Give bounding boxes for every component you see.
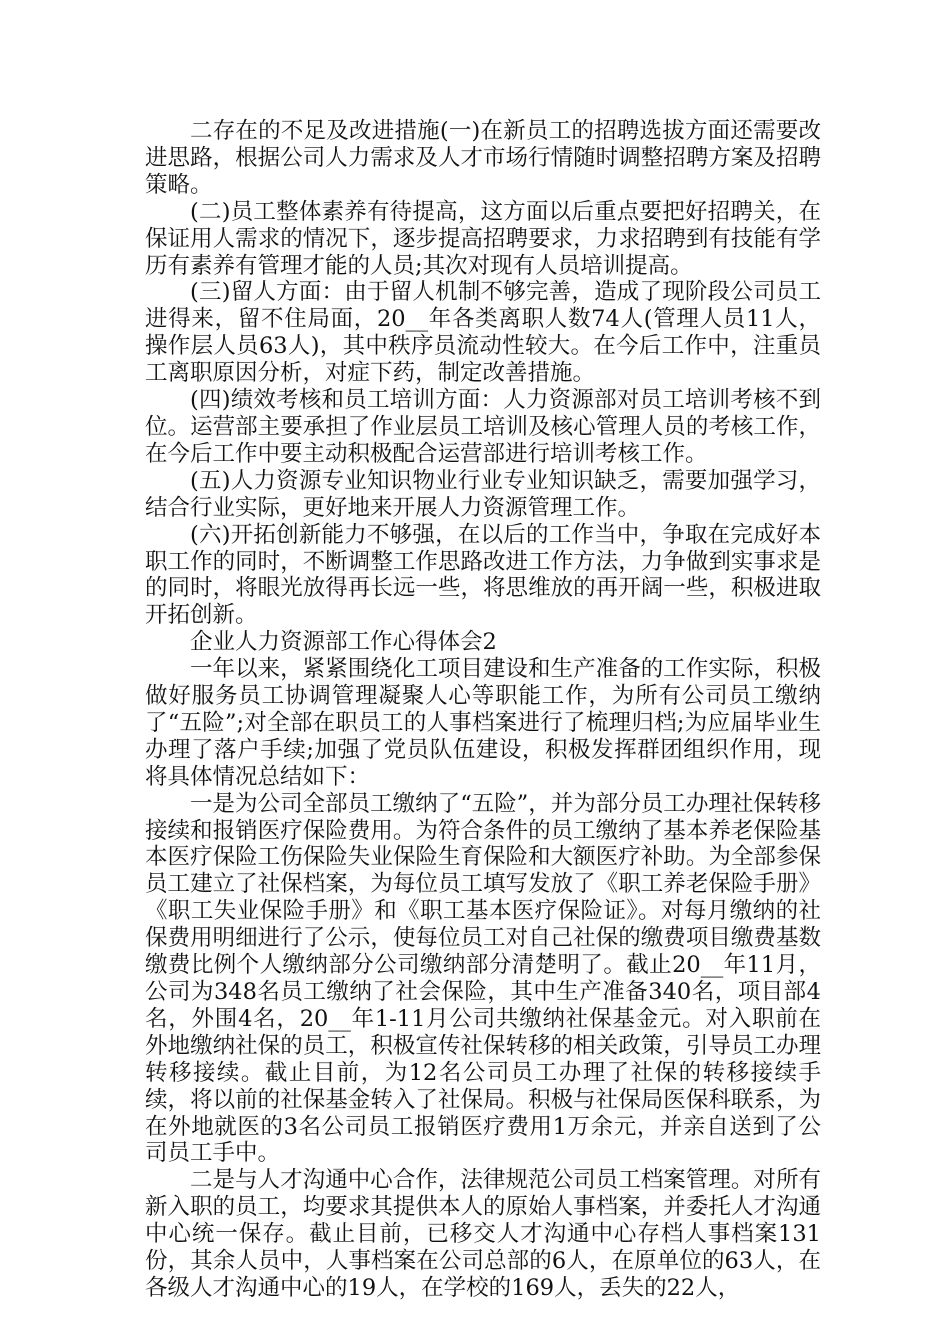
paragraph-performance-training: (四)绩效考核和员工培训方面：人力资源部对员工培训考核不到位。运营部主要承担了作业层员工培训及核心管理人员的考核工作，在今后工作中要主动积极配合运营部进行培训考核工作。 (145, 387, 821, 467)
paragraph-retention: (三)留人方面：由于留人机制不够完善，造成了现阶段公司员工进得来，留不住局面，20__年各类离职人数74人(管理人员11人，操作层人员63人)，其中秩序员流动性较大。在今后工作中，注重员工离职原因分析，对症下药，制定改善措施。 (145, 279, 821, 387)
section-heading: 企业人力资源部工作心得体会2 (190, 629, 497, 656)
paragraph-innovation: (六)开拓创新能力不够强，在以后的工作当中，争取在完成好本职工作的同时，不断调整工作思路改进工作方法，力争做到实事求是的同时，将眼光放得再长远一些，将思维放的再开阔一些，积极进取开拓创新。 (145, 521, 821, 629)
paragraph-staff-quality: (二)员工整体素养有待提高，这方面以后重点要把好招聘关，在保证用人需求的情况下，逐步提高招聘要求，力求招聘到有技能有学历有素养有管理才能的人员;其次对现有人员培训提高。 (145, 198, 821, 279)
paragraph-professional-knowledge: (五)人力资源专业知识物业行业专业知识缺乏，需要加强学习，结合行业实际，更好地来开展人力资源管理工作。 (145, 467, 821, 521)
paragraph-shortcomings-intro: 二存在的不足及改进措施(一)在新员工的招聘选拔方面还需要改进思路，根据公司人力需求及人才市场行情随时调整招聘方案及招聘策略。 (145, 118, 821, 198)
paragraph-personnel-files: 二是与人才沟通中心合作，法律规范公司员工档案管理。对所有新入职的员工，均要求其提供本人的原始人事档案，并委托人才沟通中心统一保存。截止目前，已移交人才沟通中心存档人事档案131份，其余人员中，人事档案在公司总部的6人，在原单位的63人，在各级人才沟通中心的19人，在学校的169人，丢失的22人， (145, 1167, 821, 1301)
paragraph-year-summary: 一年以来，紧紧围绕化工项目建设和生产准备的工作实际，积极做好服务员工协调管理凝聚人心等职能工作，为所有公司员工缴纳了“五险”;对全部在职员工的人事档案进行了梳理归档;为应届毕业生办理了落户手续;加强了党员队伍建设，积极发挥群团组织作用，现将具体情况总结如下： (145, 656, 821, 790)
document-page (145, 118, 821, 1302)
paragraph-social-insurance: 一是为公司全部员工缴纳了“五险”，并为部分员工办理社保转移接续和报销医疗保险费用。为符合条件的员工缴纳了基本养老保险基本医疗保险工伤保险失业保险生育保险和大额医疗补助。为全部参保员工建立了社保档案，为每位员工填写发放了《职工养老保险手册》《职工失业保险手册》和《职工基本医疗保险证》。对每月缴纳的社保费用明细进行了公示，使每位员工对自己社保的缴费项目缴费基数缴费比例个人缴纳部分公司缴纳部分清楚明了。截止20__年11月，公司为348名员工缴纳了社会保险，其中生产准备340名，项目部4名，外围4名，20__年1-11月公司共缴纳社保基金元。对入职前在外地缴纳社保的员工，积极宣传社保转移的相关政策，引导员工办理转移接续。截止目前，为12名公司员工办理了社保的转移接续手续，将以前的社保基金转入了社保局。积极与社保局医保科联系，为在外地就医的3名公司员工报销医疗费用1万余元，并亲自送到了公司员工手中。 (145, 790, 821, 1167)
